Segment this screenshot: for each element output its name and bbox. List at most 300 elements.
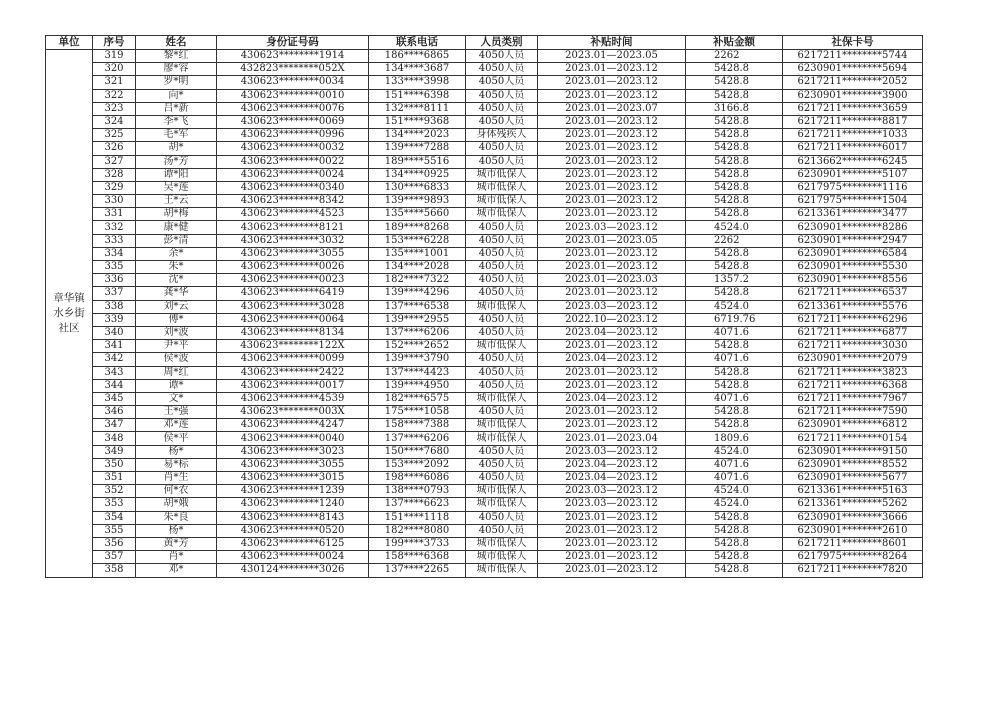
table-row xyxy=(46,50,923,63)
amount-cell: 4071.6 xyxy=(686,458,783,471)
name-cell: 侯*波 xyxy=(136,353,217,366)
id-number-cell: 430623********0069 xyxy=(217,115,369,128)
amount-cell: 5428.8 xyxy=(686,287,783,300)
category-cell: 城市低保人 xyxy=(466,195,538,208)
period-cell: 2023.01—2023.12 xyxy=(538,89,686,102)
card-cell: 6230901********9150 xyxy=(783,445,923,458)
period-cell: 2023.01—2023.12 xyxy=(538,195,686,208)
card-cell: 6230901********5107 xyxy=(783,168,923,181)
period-cell: 2023.01—2023.12 xyxy=(538,261,686,274)
seq-cell: 351 xyxy=(93,472,136,485)
card-cell: 6230901********2947 xyxy=(783,234,923,247)
amount-cell: 5428.8 xyxy=(686,366,783,379)
card-cell: 6217211********7590 xyxy=(783,406,923,419)
table-row xyxy=(46,326,923,339)
category-cell: 4050人员 xyxy=(466,115,538,128)
name-cell: 廖*容 xyxy=(136,63,217,76)
seq-cell: 349 xyxy=(93,445,136,458)
seq-cell: 342 xyxy=(93,353,136,366)
id-number-cell: 430623********0034 xyxy=(217,76,369,89)
amount-cell: 1809.6 xyxy=(686,432,783,445)
period-cell: 2023.01—2023.12 xyxy=(538,551,686,564)
id-number-cell: 430623********0099 xyxy=(217,353,369,366)
id-number-cell: 430623********0017 xyxy=(217,379,369,392)
category-cell: 4050人员 xyxy=(466,472,538,485)
seq-cell: 340 xyxy=(93,326,136,339)
seq-cell: 354 xyxy=(93,511,136,524)
card-cell: 6217211********6877 xyxy=(783,326,923,339)
phone-cell: 151****6398 xyxy=(369,89,466,102)
card-cell: 6217211********6537 xyxy=(783,287,923,300)
seq-cell: 337 xyxy=(93,287,136,300)
table-row xyxy=(46,195,923,208)
phone-cell: 137****4423 xyxy=(369,366,466,379)
name-cell: 李*飞 xyxy=(136,115,217,128)
amount-cell: 4071.6 xyxy=(686,353,783,366)
category-cell: 4050人员 xyxy=(466,313,538,326)
name-cell: 黎*红 xyxy=(136,50,217,63)
category-cell: 4050人员 xyxy=(466,353,538,366)
id-number-cell: 430623********122X xyxy=(217,340,369,353)
category-cell: 4050人员 xyxy=(466,366,538,379)
card-cell: 6230901********5694 xyxy=(783,63,923,76)
table-row xyxy=(46,102,923,115)
id-number-cell: 430623********1239 xyxy=(217,485,369,498)
name-cell: 谭* xyxy=(136,379,217,392)
category-cell: 城市低保人 xyxy=(466,485,538,498)
id-number-cell: 430623********3028 xyxy=(217,300,369,313)
header-period: 补贴时间 xyxy=(538,36,686,50)
name-cell: 刘*波 xyxy=(136,326,217,339)
id-number-cell: 430623********6419 xyxy=(217,287,369,300)
category-cell: 4050人员 xyxy=(466,458,538,471)
amount-cell: 5428.8 xyxy=(686,564,783,577)
amount-cell: 5428.8 xyxy=(686,340,783,353)
unit-line: 章华镇 xyxy=(53,291,85,304)
card-cell: 6217211********8817 xyxy=(783,115,923,128)
period-cell: 2023.01—2023.05 xyxy=(538,234,686,247)
phone-cell: 182****7322 xyxy=(369,274,466,287)
table-row xyxy=(46,498,923,511)
seq-cell: 327 xyxy=(93,155,136,168)
category-cell: 城市低保人 xyxy=(466,340,538,353)
category-cell: 城市低保人 xyxy=(466,537,538,550)
name-cell: 胡*梅 xyxy=(136,208,217,221)
amount-cell: 4524.0 xyxy=(686,485,783,498)
header-name: 姓名 xyxy=(136,36,217,50)
id-number-cell: 430623********8342 xyxy=(217,195,369,208)
card-cell: 6213361********5262 xyxy=(783,498,923,511)
phone-cell: 186****6865 xyxy=(369,50,466,63)
period-cell: 2023.01—2023.12 xyxy=(538,564,686,577)
phone-cell: 137****2265 xyxy=(369,564,466,577)
period-cell: 2023.03—2023.12 xyxy=(538,300,686,313)
id-number-cell: 430623********1914 xyxy=(217,50,369,63)
phone-cell: 139****2955 xyxy=(369,313,466,326)
table-row xyxy=(46,247,923,260)
seq-cell: 335 xyxy=(93,261,136,274)
seq-cell: 336 xyxy=(93,274,136,287)
amount-cell: 5428.8 xyxy=(686,524,783,537)
category-cell: 城市低保人 xyxy=(466,168,538,181)
seq-cell: 331 xyxy=(93,208,136,221)
table-row xyxy=(46,221,923,234)
seq-cell: 339 xyxy=(93,313,136,326)
id-number-cell: 430623********0010 xyxy=(217,89,369,102)
phone-cell: 189****5516 xyxy=(369,155,466,168)
category-cell: 4050人员 xyxy=(466,379,538,392)
seq-cell: 326 xyxy=(93,142,136,155)
seq-cell: 343 xyxy=(93,366,136,379)
phone-cell: 139****4950 xyxy=(369,379,466,392)
table-row xyxy=(46,485,923,498)
table-row xyxy=(46,155,923,168)
period-cell: 2023.01—2023.03 xyxy=(538,274,686,287)
phone-cell: 182****6575 xyxy=(369,392,466,405)
table-row xyxy=(46,234,923,247)
name-cell: 胡* xyxy=(136,142,217,155)
header-row xyxy=(46,36,923,50)
amount-cell: 5428.8 xyxy=(686,129,783,142)
period-cell: 2023.01—2023.12 xyxy=(538,76,686,89)
card-cell: 6217211********7820 xyxy=(783,564,923,577)
phone-cell: 135****5660 xyxy=(369,208,466,221)
seq-cell: 358 xyxy=(93,564,136,577)
phone-cell: 133****3998 xyxy=(369,76,466,89)
amount-cell: 4071.6 xyxy=(686,472,783,485)
phone-cell: 150****7680 xyxy=(369,445,466,458)
id-number-cell: 430623********1240 xyxy=(217,498,369,511)
id-number-cell: 430623********0022 xyxy=(217,155,369,168)
id-number-cell: 430623********3032 xyxy=(217,234,369,247)
amount-cell: 4524.0 xyxy=(686,498,783,511)
phone-cell: 182****8080 xyxy=(369,524,466,537)
card-cell: 6217211********6368 xyxy=(783,379,923,392)
unit-line: 水乡街 xyxy=(53,306,85,319)
table-row xyxy=(46,340,923,353)
category-cell: 城市低保人 xyxy=(466,300,538,313)
phone-cell: 137****6538 xyxy=(369,300,466,313)
name-cell: 沈* xyxy=(136,274,217,287)
card-cell: 6217211********5744 xyxy=(783,50,923,63)
amount-cell: 4071.6 xyxy=(686,392,783,405)
unit-cell xyxy=(46,50,93,578)
table-row xyxy=(46,432,923,445)
name-cell: 王*云 xyxy=(136,195,217,208)
seq-cell: 341 xyxy=(93,340,136,353)
name-cell: 朱* xyxy=(136,261,217,274)
id-number-cell: 430623********3015 xyxy=(217,472,369,485)
id-number-cell: 430623********0064 xyxy=(217,313,369,326)
category-cell: 城市低保人 xyxy=(466,564,538,577)
amount-cell: 5428.8 xyxy=(686,419,783,432)
period-cell: 2023.01—2023.12 xyxy=(538,537,686,550)
period-cell: 2023.01—2023.07 xyxy=(538,102,686,115)
card-cell: 6213361********3477 xyxy=(783,208,923,221)
card-cell: 6230901********6812 xyxy=(783,419,923,432)
id-number-cell: 430623********0024 xyxy=(217,168,369,181)
period-cell: 2023.01—2023.12 xyxy=(538,129,686,142)
phone-cell: 189****8268 xyxy=(369,221,466,234)
phone-cell: 137****6623 xyxy=(369,498,466,511)
seq-cell: 324 xyxy=(93,115,136,128)
category-cell: 4050人员 xyxy=(466,524,538,537)
header-phone: 联系电话 xyxy=(369,36,466,50)
seq-cell: 328 xyxy=(93,168,136,181)
header-unit: 单位 xyxy=(46,36,93,50)
subsidy-table xyxy=(45,35,923,578)
amount-cell: 5428.8 xyxy=(686,379,783,392)
id-number-cell: 430623********3055 xyxy=(217,458,369,471)
amount-cell: 5428.8 xyxy=(686,261,783,274)
card-cell: 6217211********3659 xyxy=(783,102,923,115)
name-cell: 何*农 xyxy=(136,485,217,498)
category-cell: 4050人员 xyxy=(466,89,538,102)
table-row xyxy=(46,115,923,128)
id-number-cell: 430623********2422 xyxy=(217,366,369,379)
name-cell: 周*红 xyxy=(136,366,217,379)
name-cell: 毛*军 xyxy=(136,129,217,142)
name-cell: 汤*芳 xyxy=(136,155,217,168)
category-cell: 城市低保人 xyxy=(466,392,538,405)
name-cell: 胡*娥 xyxy=(136,498,217,511)
table-row xyxy=(46,445,923,458)
table-row xyxy=(46,129,923,142)
period-cell: 2022.10—2023.12 xyxy=(538,313,686,326)
phone-cell: 139****4296 xyxy=(369,287,466,300)
phone-cell: 134****2028 xyxy=(369,261,466,274)
period-cell: 2023.03—2023.12 xyxy=(538,445,686,458)
card-cell: 6217975********1504 xyxy=(783,195,923,208)
category-cell: 4050人员 xyxy=(466,274,538,287)
card-cell: 6230901********8286 xyxy=(783,221,923,234)
category-cell: 4050人员 xyxy=(466,76,538,89)
seq-cell: 345 xyxy=(93,392,136,405)
name-cell: 朱*良 xyxy=(136,511,217,524)
name-cell: 向* xyxy=(136,89,217,102)
amount-cell: 2262 xyxy=(686,234,783,247)
phone-cell: 134****2023 xyxy=(369,129,466,142)
amount-cell: 4524.0 xyxy=(686,300,783,313)
phone-cell: 130****6833 xyxy=(369,181,466,194)
amount-cell: 5428.8 xyxy=(686,208,783,221)
amount-cell: 6719.76 xyxy=(686,313,783,326)
seq-cell: 329 xyxy=(93,181,136,194)
name-cell: 肖* xyxy=(136,551,217,564)
table-row xyxy=(46,458,923,471)
name-cell: 杨* xyxy=(136,445,217,458)
seq-cell: 321 xyxy=(93,76,136,89)
period-cell: 2023.01—2023.12 xyxy=(538,181,686,194)
id-number-cell: 432823********052X xyxy=(217,63,369,76)
phone-cell: 158****7388 xyxy=(369,419,466,432)
phone-cell: 199****3733 xyxy=(369,537,466,550)
table-row xyxy=(46,274,923,287)
id-number-cell: 430623********8134 xyxy=(217,326,369,339)
category-cell: 4050人员 xyxy=(466,261,538,274)
period-cell: 2023.01—2023.12 xyxy=(538,379,686,392)
table-row xyxy=(46,472,923,485)
phone-cell: 134****3687 xyxy=(369,63,466,76)
phone-cell: 158****6368 xyxy=(369,551,466,564)
table-row xyxy=(46,168,923,181)
phone-cell: 175****1058 xyxy=(369,406,466,419)
name-cell: 肖*生 xyxy=(136,472,217,485)
id-number-cell: 430623********0076 xyxy=(217,102,369,115)
seq-cell: 319 xyxy=(93,50,136,63)
category-cell: 4050人员 xyxy=(466,287,538,300)
name-cell: 邓* xyxy=(136,564,217,577)
table-row xyxy=(46,564,923,577)
card-cell: 6213361********5163 xyxy=(783,485,923,498)
name-cell: 易*标 xyxy=(136,458,217,471)
card-cell: 6217975********1116 xyxy=(783,181,923,194)
name-cell: 谭*阳 xyxy=(136,168,217,181)
table-row xyxy=(46,406,923,419)
phone-cell: 138****0793 xyxy=(369,485,466,498)
amount-cell: 4524.0 xyxy=(686,445,783,458)
category-cell: 4050人员 xyxy=(466,221,538,234)
phone-cell: 139****9893 xyxy=(369,195,466,208)
amount-cell: 5428.8 xyxy=(686,155,783,168)
amount-cell: 5428.8 xyxy=(686,537,783,550)
seq-cell: 334 xyxy=(93,247,136,260)
card-cell: 6217211********2052 xyxy=(783,76,923,89)
name-cell: 彭*清 xyxy=(136,234,217,247)
seq-cell: 357 xyxy=(93,551,136,564)
table-row xyxy=(46,261,923,274)
amount-cell: 5428.8 xyxy=(686,115,783,128)
category-cell: 4050人员 xyxy=(466,63,538,76)
category-cell: 4050人员 xyxy=(466,406,538,419)
phone-cell: 134****0925 xyxy=(369,168,466,181)
phone-cell: 132****8111 xyxy=(369,102,466,115)
id-number-cell: 430124********3026 xyxy=(217,564,369,577)
card-cell: 6217211********6296 xyxy=(783,313,923,326)
name-cell: 邓*莲 xyxy=(136,419,217,432)
category-cell: 4050人员 xyxy=(466,247,538,260)
id-number-cell: 430623********0026 xyxy=(217,261,369,274)
period-cell: 2023.01—2023.12 xyxy=(538,406,686,419)
phone-cell: 137****6206 xyxy=(369,432,466,445)
amount-cell: 1357.2 xyxy=(686,274,783,287)
phone-cell: 151****1118 xyxy=(369,511,466,524)
amount-cell: 5428.8 xyxy=(686,89,783,102)
category-cell: 城市低保人 xyxy=(466,419,538,432)
seq-cell: 320 xyxy=(93,63,136,76)
category-cell: 城市低保人 xyxy=(466,498,538,511)
period-cell: 2023.01—2023.12 xyxy=(538,340,686,353)
name-cell: 王*强 xyxy=(136,406,217,419)
period-cell: 2023.04—2023.12 xyxy=(538,326,686,339)
card-cell: 6217211********0154 xyxy=(783,432,923,445)
period-cell: 2023.01—2023.12 xyxy=(538,511,686,524)
seq-cell: 347 xyxy=(93,419,136,432)
amount-cell: 4524.0 xyxy=(686,221,783,234)
period-cell: 2023.01—2023.12 xyxy=(538,287,686,300)
amount-cell: 5428.8 xyxy=(686,63,783,76)
name-cell: 杨* xyxy=(136,524,217,537)
phone-cell: 198****6086 xyxy=(369,472,466,485)
table-row xyxy=(46,366,923,379)
id-number-cell: 430623********003X xyxy=(217,406,369,419)
table-row xyxy=(46,300,923,313)
header-id-number: 身份证号码 xyxy=(217,36,369,50)
name-cell: 罗*明 xyxy=(136,76,217,89)
table-row xyxy=(46,63,923,76)
seq-cell: 348 xyxy=(93,432,136,445)
name-cell: 吴*莲 xyxy=(136,181,217,194)
period-cell: 2023.01—2023.12 xyxy=(538,366,686,379)
period-cell: 2023.01—2023.12 xyxy=(538,247,686,260)
name-cell: 刘*云 xyxy=(136,300,217,313)
period-cell: 2023.01—2023.04 xyxy=(538,432,686,445)
phone-cell: 135****1001 xyxy=(369,247,466,260)
name-cell: 龚*华 xyxy=(136,287,217,300)
table-row xyxy=(46,287,923,300)
table-row xyxy=(46,392,923,405)
header-category: 人员类别 xyxy=(466,36,538,50)
period-cell: 2023.01—2023.12 xyxy=(538,155,686,168)
amount-cell: 5428.8 xyxy=(686,142,783,155)
period-cell: 2023.04—2023.12 xyxy=(538,392,686,405)
id-number-cell: 430623********0340 xyxy=(217,181,369,194)
table-row xyxy=(46,524,923,537)
period-cell: 2023.01—2023.12 xyxy=(538,419,686,432)
period-cell: 2023.01—2023.12 xyxy=(538,63,686,76)
id-number-cell: 430623********0996 xyxy=(217,129,369,142)
name-cell: 尹*平 xyxy=(136,340,217,353)
period-cell: 2023.04—2023.12 xyxy=(538,353,686,366)
card-cell: 6230901********3900 xyxy=(783,89,923,102)
id-number-cell: 430623********0040 xyxy=(217,432,369,445)
seq-cell: 355 xyxy=(93,524,136,537)
id-number-cell: 430623********0032 xyxy=(217,142,369,155)
id-number-cell: 430623********0023 xyxy=(217,274,369,287)
category-cell: 4050人员 xyxy=(466,511,538,524)
id-number-cell: 430623********4539 xyxy=(217,392,369,405)
amount-cell: 5428.8 xyxy=(686,76,783,89)
amount-cell: 5428.8 xyxy=(686,181,783,194)
seq-cell: 344 xyxy=(93,379,136,392)
id-number-cell: 430623********6125 xyxy=(217,537,369,550)
table-row xyxy=(46,537,923,550)
category-cell: 城市低保人 xyxy=(466,181,538,194)
seq-cell: 338 xyxy=(93,300,136,313)
category-cell: 城市低保人 xyxy=(466,551,538,564)
table-row xyxy=(46,142,923,155)
category-cell: 4050人员 xyxy=(466,142,538,155)
table-row xyxy=(46,89,923,102)
period-cell: 2023.04—2023.12 xyxy=(538,458,686,471)
seq-cell: 332 xyxy=(93,221,136,234)
card-cell: 6217975********8264 xyxy=(783,551,923,564)
amount-cell: 5428.8 xyxy=(686,195,783,208)
table-row xyxy=(46,76,923,89)
card-cell: 6230901********6584 xyxy=(783,247,923,260)
seq-cell: 352 xyxy=(93,485,136,498)
seq-cell: 346 xyxy=(93,406,136,419)
period-cell: 2023.01—2023.12 xyxy=(538,208,686,221)
card-cell: 6217211********1033 xyxy=(783,129,923,142)
amount-cell: 5428.8 xyxy=(686,511,783,524)
amount-cell: 5428.8 xyxy=(686,406,783,419)
category-cell: 4050人员 xyxy=(466,102,538,115)
category-cell: 城市低保人 xyxy=(466,432,538,445)
seq-cell: 325 xyxy=(93,129,136,142)
id-number-cell: 430623********8143 xyxy=(217,511,369,524)
phone-cell: 153****6228 xyxy=(369,234,466,247)
